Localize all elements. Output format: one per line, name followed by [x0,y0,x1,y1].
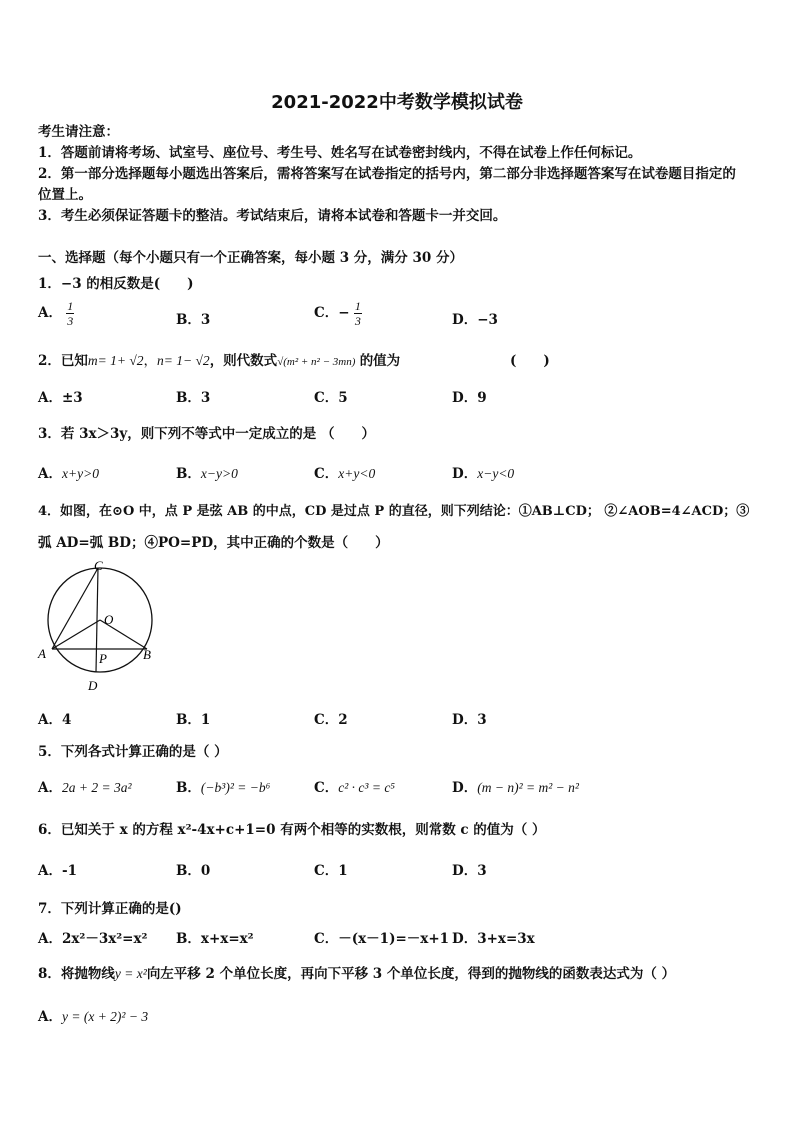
q5-option-a-label: A． [38,780,62,796]
q6-stem: 6．已知关于 x 的方程 x²-4x+c+1=0 有两个相等的实数根，则常数 c 的值为（ ） [38,822,546,838]
q5-option-b-expr: (−b³)² = −b⁶ [200,780,271,795]
q1-option-a-label: A． [38,305,62,321]
point-d-label: D [88,678,98,693]
q1-option-c-fraction: $\frac{1}{3}$ [354,299,361,328]
point-c-label: C [94,558,103,573]
segment-ac [52,568,98,649]
q4-stem-line1: 4．如图，在⊙O 中，点 P 是弦 AB 的中点，CD 是过点 P 的直径，则下列结论：①AB⊥CD； ②∠AOB=4∠ACD；③ [38,504,750,519]
q7-option-a: A．2x²－3x²=x² [38,931,148,947]
q2-stem: 2．已知m= 1+ √2，n= 1− √2，则代数式√(m² + n² − 3mn) 的值为 [38,353,401,369]
q3-option-d [452,462,514,482]
q5-option-b-label: B． [176,780,201,796]
notice-item-2-cont: 位置上。 [38,187,92,203]
q3-option-d-label: D． [452,466,478,482]
notice-heading: 考生请注意： [38,124,119,140]
q4-option-a: A．4 [38,712,72,728]
q6-option-c: C．1 [314,863,348,879]
q7-option-b: B．x+x=x² [176,931,254,947]
q6-option-d: D．3 [452,863,487,879]
page-title: 2021-2022中考数学模拟试卷 [271,92,523,113]
q3-option-b-expr: x−y>0 [200,466,238,481]
q2-option-c: C．5 [314,390,348,406]
q1-option-a [38,299,74,328]
q8-option-a-label: A． [38,1009,62,1025]
q2-option-b: B．3 [176,390,211,406]
q1-option-c-label: C．− [314,305,350,321]
q5-option-d-expr: (m − n)² = m² − n² [477,780,579,795]
q6-option-b: B．0 [176,863,211,879]
q5-option-d [452,776,579,796]
notice-item-1: 1．答题前请将考场、试室号、座位号、考生号、姓名写在试卷密封线内，不得在试卷上作任何标记。 [38,145,642,161]
q3-option-c [314,462,375,482]
q5-option-a [38,776,132,796]
q1-option-b: B．3 [176,312,211,328]
q3-option-a-expr: x+y>0 [61,466,99,481]
q3-option-b-label: B． [176,466,201,482]
q4-option-d: D．3 [452,712,487,728]
q8-option-a [38,1005,148,1025]
q1-option-a-fraction: $\frac{1}{3}$ [67,299,74,328]
q4-circle-figure [35,558,165,698]
q5-option-d-label: D． [452,780,478,796]
q2-m-expr: m= 1+ √2 [87,353,144,368]
q5-stem: 5．下列各式计算正确的是（ ） [38,744,228,760]
q1-stem: 1．−3 的相反数是( ) [38,276,194,292]
q8-option-a-expr: y = (x + 2)² − 3 [61,1009,149,1024]
q3-option-d-expr: x−y<0 [477,466,515,481]
q3-option-a-label: A． [38,466,62,482]
q6-option-a: A．-1 [38,863,77,879]
q3-option-c-label: C． [314,466,339,482]
q1-option-c [314,299,362,328]
point-o-label: O [104,612,114,627]
q7-stem: 7．下列计算正确的是() [38,901,182,917]
q4-option-b: B．1 [176,712,211,728]
q2-n-expr: n= 1− √2 [157,353,210,368]
q5-option-c [314,776,395,796]
segment-ao [52,620,100,649]
q4-option-c: C．2 [314,712,348,728]
diameter-cd [96,568,98,672]
q2-stem-pre: 2．已知 [38,353,88,369]
q8-expression: y = x² [114,966,147,981]
point-b-label: B [143,647,151,662]
notice-item-3: 3．考生必须保证答题卡的整洁。考试结束后，请将本试卷和答题卡一并交回。 [38,208,507,224]
q4-stem-line2: 弧 AD=弧 BD；④PO=PD，其中正确的个数是（ ） [38,535,389,551]
q2-stem-post: 的值为 [359,353,401,369]
q7-option-d: D．3+x=3x [452,931,535,947]
q3-option-c-expr: x+y<0 [338,466,376,481]
q3-option-b [176,462,238,482]
q3-stem: 3．若 3x＞3y，则下列不等式中一定成立的是 （ ） [38,426,375,442]
q1-option-d: D．−3 [452,312,498,328]
q5-option-c-expr: c² · c³ = c⁵ [338,780,395,795]
q8-stem [38,962,675,982]
q5-option-a-expr: 2a + 2 = 3a² [61,780,132,795]
q2-option-a: A．±3 [38,390,83,406]
q5-option-c-label: C． [314,780,339,796]
q8-stem-pre: 8．将抛物线 [38,966,115,982]
q2-option-d: D．9 [452,390,487,406]
q2-stem-mid: ，则代数式 [209,353,278,369]
q2-expression: √(m² + n² − 3mn) [277,356,356,368]
q2-bracket: ( ) [510,353,550,369]
q7-option-c: C．－(x－1)=－x+1 [314,931,450,947]
notice-item-2: 2．第一部分选择题每小题选出答案后，需将答案写在试卷指定的括号内，第二部分非选择题答案写在试卷题目指定的 [38,166,736,182]
q3-option-a [38,462,99,482]
q5-option-b [176,776,270,796]
point-a-label: A [38,646,46,661]
section-heading: 一、选择题（每个小题只有一个正确答案，每小题 3 分，满分 30 分） [38,250,463,266]
q8-stem-post: 向左平移 2 个单位长度，再向下平移 3 个单位长度，得到的抛物线的函数表达式为（ ） [146,966,676,982]
point-p-label: P [99,651,107,666]
